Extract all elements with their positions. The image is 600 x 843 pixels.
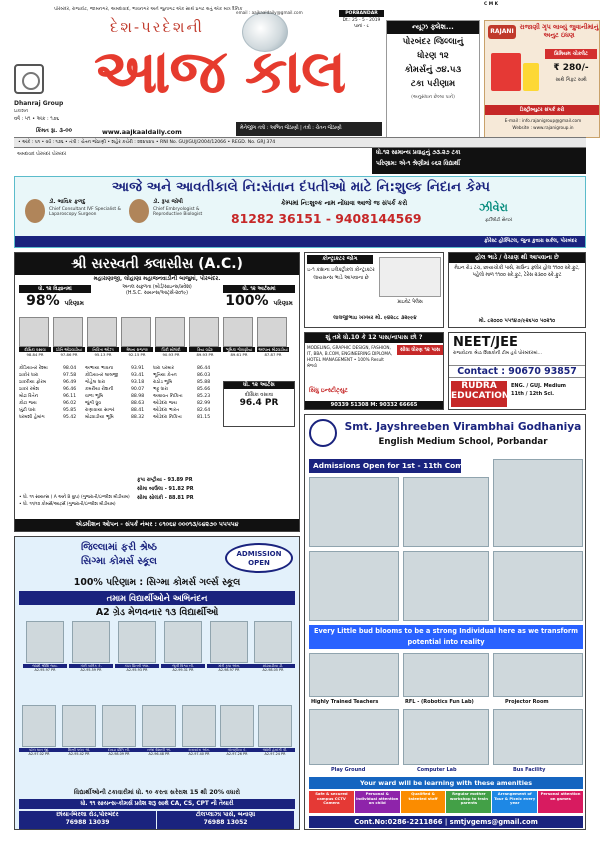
student-photo — [257, 317, 287, 347]
amenity: Personal attention on games — [538, 791, 583, 813]
student-name: ગોરાણીયા કે. — [217, 748, 257, 752]
saraswati-address: મહારાણાજી, લોહાણા મહાજનવાડીની બાજુમાં, પોરબંદર. — [93, 276, 221, 282]
student-pr: 95.13 PR — [94, 352, 112, 357]
tuition-phones: 90339 51308 M: 90332 66665 — [305, 401, 443, 409]
saraswati-admission: એડમીશન ઓપન - સંપર્ક નંબર : ૯૧૦૬૪ ૦૦૦૧૩/૯૪૨૭૦ ૫૫૫૫૪ — [15, 519, 299, 531]
student-pr: 98.84 PR — [26, 352, 44, 357]
student-card — [23, 621, 67, 672]
student-card — [179, 705, 219, 756]
arts-topper — [223, 381, 295, 427]
rajani-distributor: ડિસ્ટ્રીબ્યુટર સંપર્ક કરો — [485, 105, 599, 115]
news-flash-line: ધોરણ ૧૨ — [417, 50, 449, 61]
list-cell: ભટ્ટ ધારા — [153, 387, 169, 392]
branch-banana — [157, 811, 294, 829]
school-photo — [309, 477, 399, 547]
playground-photo — [309, 709, 399, 765]
hall-body: મેઇન રોડ ટચ, છાયાચોકી પાસે, ગ્રાઉન્ડ ફ્લોર હોલ ૧૧૦૦ સ્કે.ફુટ, પહેલો માળ ૧૧૦૦ સ્કે.ફુટ, ટેરેસ ૨૩૦૦ સ્કે.ફુટ — [454, 266, 580, 279]
info-strip: • અંકે : ૫૧ • વર્ષ : ૧૭૬ • તંત્રી : ચેતન જેઠાણી • શહેર કચેરી : ૨૨૪૫૪૫ • RNI No. GUJ/GUJ/2004/12066 • REGD. No. GRJ 374 — [14, 137, 586, 148]
list-cell: ખુંટી ધારા — [19, 408, 36, 413]
student-card — [59, 705, 99, 756]
student-card — [255, 705, 295, 756]
student-name: ગોરી કાર્તિક કે. — [69, 664, 113, 668]
result-line-1: ધો.૧૨ સામાન્ય પ્રવાહનું ૭૩.૨૭ ટકા — [376, 150, 461, 156]
desh-pardesh-label: દેશ-પરદેશની — [110, 18, 204, 36]
student-pr: A2-98.09 PR — [108, 752, 130, 756]
list-cell: ધારા પરમાર — [153, 366, 174, 371]
rudra-logo: RUDRA EDUCATION — [451, 381, 507, 407]
student-pr: A2-96.48 PR — [148, 752, 170, 756]
list-cell: ઓડેદરા જય — [153, 401, 178, 406]
school-contact: Cont.No:0286-2211866 | smtjvgems@gmail.com — [309, 816, 583, 828]
branch-address: ટોલપ્લાઝા પાસે, બનાણા — [195, 811, 256, 818]
sigma-branches — [19, 811, 295, 829]
list-cell: 88.63 — [131, 401, 145, 406]
product-box-icon — [523, 63, 539, 91]
student-name: જોશી હેમાંગી પી. — [255, 748, 295, 752]
student-photo — [19, 317, 49, 347]
rajani-price: ₹ 280/- — [553, 63, 589, 73]
student-name: રિયા વાઢેર — [189, 347, 221, 352]
list-cell: વાળા ભૂમિ — [85, 394, 104, 399]
student-pr: 90.93 PR — [162, 352, 180, 357]
sigma-result: 100% પરિણામ : સિગ્મા કોમર્સ ગર્લ્સ સ્કૂલ — [73, 577, 241, 588]
list-cell: ધરમશી હેમાંગ — [19, 415, 45, 420]
editors-line: મેનેજીંગ તંત્રી : અભિત જેઠાણી | તંત્રી : ચેતન જેઠાણી — [236, 122, 382, 136]
amenities-list — [309, 791, 583, 813]
student-card — [121, 317, 153, 357]
mid-badge-line-2: (H.S.C. સાયન્સ/આર્ટ્સ-૨૦૧૯) — [125, 291, 189, 297]
caption-teachers: Highly Trained Teachers — [311, 699, 379, 705]
rajani-logo: RAJANI — [488, 25, 516, 39]
amenity: Regular mother workshop to train parents — [446, 791, 491, 813]
student-name: ગોરી કૃપા એસ. — [207, 664, 251, 668]
caption-bus: Bus Facility — [513, 767, 546, 773]
doctor-2-name: ડૉ. રૂપા જોષી — [153, 199, 183, 205]
list-cell: 95.42 — [63, 415, 77, 420]
sigma-admission: ધો. ૧૧ સાયન્સ-કોમર્સ પ્રવેશ શરૂ સાથે CA, CS, CPT ની તૈયારી — [19, 799, 295, 809]
list-cell: રાણાવાયા સાગર — [85, 408, 115, 413]
student-photo — [142, 705, 176, 747]
school-photo — [493, 459, 583, 547]
tuition-brand: સિંધુ ઇન્સ્ટીટ્યુટ — [309, 387, 348, 394]
edition-box — [339, 10, 384, 29]
student-photo — [210, 621, 248, 663]
neet-class-line: 11th / 12th Sci. — [511, 390, 555, 397]
mid-badge-line: અનલ સફળતા (બોર્ડ/સાઇન્સ/પ્રવેશ) — [122, 285, 192, 290]
news-flash-line: કોમર્સનું ૭૪.૫૩ — [404, 64, 462, 75]
school-photo — [403, 551, 489, 621]
student-card — [257, 317, 289, 357]
student-card — [69, 621, 113, 672]
list-cell: મોઢા રિતેન — [19, 394, 39, 399]
student-photo — [182, 705, 216, 747]
student-name: કોટા પ્રિન્સી એમ. — [115, 664, 159, 668]
list-cell: 93.41 — [131, 373, 145, 378]
edition-pages: પાનાં - ૮ — [353, 24, 370, 29]
amenities-heading: Your ward will be learning with these amenities — [309, 777, 583, 789]
student-photo — [72, 621, 110, 663]
product-pack-icon — [491, 53, 521, 91]
list-cell: 96.46 — [63, 387, 77, 392]
student-card — [139, 705, 179, 756]
camp-brand: ઝીવેરા — [479, 201, 508, 214]
list-cell: 93.91 — [131, 366, 145, 371]
student-photo — [254, 621, 292, 663]
group-sub: પ્રકાશન — [14, 109, 29, 114]
list-cell: ઠાકોર ધારા — [19, 373, 39, 378]
list-cell: 81.15 — [197, 415, 211, 420]
tuition-head: શું તમે ધો.10 કે 12 પાસ/નાપાસ છો ? — [305, 333, 443, 343]
rajani-email: E-mail : info.rajanigroup@gmail.com — [504, 118, 582, 123]
list-cell: 90.07 — [131, 387, 145, 392]
student-photos — [19, 317, 295, 363]
school-photo — [309, 551, 399, 621]
list-cell: 88.32 — [131, 415, 145, 420]
student-pr: 87.87 PR — [264, 352, 282, 357]
student-card — [251, 621, 295, 672]
list-cell: 96.11 — [63, 394, 77, 399]
student-card — [19, 705, 59, 756]
student-card — [87, 317, 119, 357]
list-cell: 85.66 — [197, 387, 211, 392]
computer-lab-photo — [403, 709, 489, 765]
student-photo — [155, 317, 185, 347]
contractor-ad — [304, 252, 444, 328]
tuition-highlight: સીધા ધોરણ ૧૨ પાસ — [397, 345, 443, 355]
arts-topper-title: ધો. ૧૨ આર્ટસ — [224, 382, 294, 389]
list-cell: 88.41 — [131, 408, 145, 413]
godhaniya-school-ad — [304, 414, 586, 830]
list-cell: ભૂતિયા કેતન — [153, 373, 177, 378]
student-card — [223, 317, 255, 357]
rajani-gift: સાથે ગિફ્ટ સાથે — [555, 78, 587, 83]
mid-badge — [97, 285, 217, 315]
rajani-offer: પ્રિમિયમ ચોકલેટ — [545, 49, 597, 59]
arts-topper-name: દીક્ષિકા વસાવા — [244, 392, 274, 398]
student-photo — [62, 705, 96, 747]
hall-rent-ad — [448, 252, 586, 328]
list-cell: કોટા જય — [19, 401, 37, 406]
neet-medium-line: ENG. / GUJ. Medium — [511, 383, 567, 389]
student-name: નિકિતા ઓઝા — [87, 347, 119, 352]
doctor-photo — [129, 199, 149, 223]
wedding-hall-image — [379, 257, 441, 297]
camp-register: કેમ્પમાં નિ:શુલ્ક નામ નોંધાવા આજે જ સંપર્ક કરો — [281, 199, 408, 207]
list-cell: 98.04 — [63, 366, 77, 371]
rajani-headline: રાજાણી ગૃપ લાવ્યું જુવાનીમાંનું અનુટ ઇંધણ — [519, 23, 599, 39]
sigma-a2-title: A2 ગ્રેડ મેળવનાર ૧૩ વિદ્યાર્થીઓ — [95, 607, 219, 618]
contractor-body: ઇ-૧ કક્ષાના ઇલેક્ટ્રીકલ કોન્ટ્રાક્ટર લાયસન્સ ભાડે આપવાના છે — [307, 267, 375, 281]
school-name: Smt. Jayshreeben Virambhai Godhaniya — [344, 421, 582, 433]
group-name: Dhanraj Group — [14, 100, 64, 107]
student-photo — [189, 317, 219, 347]
student-card — [155, 317, 187, 357]
branch-address: છાંયા-બિરલા રોડ,પોરબંદર — [56, 811, 119, 818]
student-name: ભૂમિકા ગોરાણીયા — [223, 347, 255, 352]
student-name: મોઢવાડીયા ડી. — [251, 664, 295, 668]
student-photo — [53, 317, 83, 347]
student-photo — [102, 705, 136, 747]
school-photo — [403, 477, 489, 547]
badge-label: ધો. ૧૨ આર્ટસમાં — [223, 285, 295, 293]
student-pr: A2-95.42 PR — [68, 752, 90, 756]
student-pr: A2-97.02 PR — [28, 752, 50, 756]
newspaper-title: આજ કાલ — [94, 37, 346, 107]
student-photo — [121, 317, 151, 347]
student-pr: A2-95.59 PR — [80, 668, 102, 672]
student-photo — [22, 705, 56, 747]
science-result-badge — [19, 285, 91, 315]
news-flash-source: (અનુસંધાન છેલ્લા પાને) — [411, 94, 455, 100]
list-cell: મોઢવાડીયા ભૂમિ — [85, 415, 114, 420]
student-pr: A2-97.24 PR — [264, 752, 286, 756]
list-item — [19, 393, 219, 400]
website-link[interactable]: www.aajkaaldaily.com — [102, 128, 182, 136]
sigma-students-row-2 — [19, 705, 295, 785]
list-cell: કોડિયાતર રેશ્મા — [19, 366, 48, 371]
student-name: જુંગી વિશ્વા બી. — [161, 664, 205, 668]
course-note: • ધો. ૧૧/૧૨ કોમર્સ/આર્ટ્સ (ગુજરાતી/ઇંગ્લીશ મીડીયમ) — [19, 501, 116, 507]
school-motto: Every Little bud blooms to be a strong Individual here as we transform potential into reality — [309, 625, 583, 649]
camp-phone: 81282 36151 - 9408144569 — [231, 211, 422, 226]
student-pr: A2-99.31 PR — [172, 668, 194, 672]
sindhu-institute-ad — [304, 332, 444, 410]
list-cell: રાઠોડ ભૂમિ — [153, 380, 173, 385]
list-cell: 85.23 — [197, 394, 211, 399]
list-cell: 82.99 — [197, 401, 211, 406]
branch-phone: 76988 13039 — [65, 818, 110, 826]
student-photo — [164, 621, 202, 663]
caption-computer-lab: Computer Lab — [417, 767, 457, 773]
list-item — [19, 379, 219, 386]
camp-title: આજે અને આવતીકાલે નિ:સંતાન દંપતીઓ માટે નિ:શુલ્ક નિદાન કેમ્પ — [111, 179, 491, 195]
student-pr: A2-95.97 PR — [34, 668, 56, 672]
list-cell: કમરીયા રોશની — [85, 387, 114, 392]
list-cell: ઓડેદરા નિકિતા — [153, 415, 182, 420]
list-cell: 88.98 — [131, 394, 145, 399]
student-name: દાવડા પ્રીતિ બી. — [99, 748, 139, 752]
list-item — [19, 372, 219, 379]
school-photo — [493, 551, 583, 621]
list-item — [19, 414, 219, 421]
list-cell: કોડિયાતર લાલજી — [85, 373, 119, 378]
badge-percent: 98% — [26, 293, 60, 309]
news-flash-line: ટકા પરીણામ — [410, 78, 456, 89]
amenity: Safe & secured campus CCTV Camera — [309, 791, 354, 813]
student-photo — [26, 621, 64, 663]
arts-result-badge — [223, 285, 295, 315]
doctor-1-role: Chief Consultant IVF Specialist & Laparoscopy Surgeon — [49, 207, 121, 218]
student-photo — [87, 317, 117, 347]
sigma-students-row-1 — [19, 621, 295, 701]
list-cell: 82.64 — [197, 408, 211, 413]
neet-subtitle: રાજકોટના શ્રેષ્ઠ શિક્ષકોની ટીમ હવે પોરબંદરમાં... — [453, 351, 543, 356]
tagline: પોરબંદર, રાજકોટ, જામનગર, અમદાવાદ, ભાવનગર અને જુનાગઢ એક સાથે પ્રગટ થતું એક માત્ર દૈનિક — [54, 7, 243, 12]
caption-projector: Projector Room — [505, 699, 549, 705]
doctor-2-role: Chief Embryologist & Reproductive Biologist — [153, 207, 203, 218]
news-flash — [386, 20, 480, 138]
branch-porbandar — [19, 811, 156, 829]
doctor-photo — [25, 199, 45, 223]
student-pr: 89.61 PR — [230, 352, 248, 357]
amenity: Arrangement of Tour & Picnic every year — [492, 791, 537, 813]
camp-address: ફોરેસ્ટ હોસ્પિટલ, જુના કુવારા સર્કલ, પોરબંદર — [15, 236, 585, 247]
list-cell: ઓડેદરા ભારત — [153, 408, 180, 413]
robotics-lab-photo — [403, 653, 489, 697]
tuition-body: MODELING, GRAPHIC DESIGN, FASHION, IT, BBA, B.COM, ENGINEERING DIPLOMA, HOTEL MANAGEMENT • 100% Result મેળવો — [307, 345, 393, 369]
list-cell: ગોહેલ ધારા — [85, 380, 106, 385]
student-pr: A2-98.97 PR — [218, 668, 240, 672]
contractor-head: કોન્ટ્રાક્ટર જોગ — [307, 255, 373, 264]
neet-medium — [511, 383, 585, 398]
list-cell: 93.18 — [131, 380, 145, 385]
badge-suffix: પરિણામ — [273, 300, 293, 307]
sigma-commerce-ad — [14, 536, 300, 830]
list-item: સીમા સોલંકી - 88.81 PR — [137, 495, 194, 501]
sigma-congrats: તમામ વિદ્યાર્થીઓને અભિનંદન — [19, 591, 295, 605]
sigma-heading-line-2: સિગ્મા કોમર્સ સ્કૂલ — [81, 555, 157, 567]
email-line: email : aajkaaldaily@gmail.com — [236, 10, 303, 15]
student-card — [53, 317, 85, 357]
saraswati-title: શ્રી સરસ્વતી ક્લાસીસ (A.C.) — [15, 253, 299, 275]
news-flash-line: પોરબંદર જિલ્લાનું — [402, 37, 464, 47]
neet-contact: Contact : 90670 93857 — [449, 365, 585, 378]
student-pr: A2-95.93 PR — [126, 668, 148, 672]
camp-hospital: ફર્ટીલીટી સેન્ટર — [485, 218, 513, 223]
branch-phone: 76988 13052 — [203, 818, 248, 826]
student-card — [189, 317, 221, 357]
list-cell: અભાયા ભાવના — [85, 366, 114, 371]
masthead — [14, 2, 599, 144]
student-name: અલ્પના મોઢવાડીયા — [258, 347, 288, 352]
student-pr: 92.15 PR — [128, 352, 146, 357]
result-line-2: પરિણામ: એ-૧ શ્રેણીમાં ૯૬૨ વિદ્યાર્થી — [376, 161, 460, 167]
rajani-website: Website : www.rajanigroup.in — [512, 125, 574, 130]
student-photo — [258, 705, 292, 747]
badge-suffix: પરિણામ — [64, 300, 84, 307]
hall-head: હોલ ભાડે / વેચાણ થી આપવાના છે — [449, 253, 585, 263]
rajani-ad — [484, 20, 600, 138]
student-card — [217, 705, 257, 756]
bus-photo — [493, 709, 583, 765]
projector-room-photo — [493, 653, 583, 697]
cmk-mark: C M K — [484, 2, 499, 7]
list-item: સીમા બાઉલા - 91.82 PR — [137, 486, 194, 492]
student-name: મિસ્ત્રી પલક જે. — [59, 748, 99, 752]
amenity: Qualified & talented staff — [401, 791, 446, 813]
list-item — [19, 386, 219, 393]
course-notes — [19, 495, 295, 508]
student-card — [115, 621, 159, 672]
contractor-phone: મો. ૯૪૨૮૮ ૩૨૯૯૪ — [375, 315, 417, 321]
badge-label: ધો. ૧૨ વિજ્ઞાનમાં — [19, 285, 91, 293]
teachers-photo — [309, 653, 399, 697]
student-card — [19, 317, 51, 357]
sigma-heading — [19, 541, 219, 568]
list-item — [19, 365, 219, 372]
student-pr: A2-98.05 PR — [262, 668, 284, 672]
student-name: રાજા વૈશાલી એ. — [139, 748, 179, 752]
student-photo — [220, 705, 254, 747]
results-list — [19, 365, 219, 421]
fertility-camp-ad — [14, 176, 586, 248]
list-item — [19, 407, 219, 414]
list-cell: 96.02 — [63, 401, 77, 406]
list-cell: 85.88 — [197, 380, 211, 385]
list-cell: 86.44 — [197, 366, 211, 371]
amenity: Personal & individual attention on child — [355, 791, 400, 813]
badge-percent: 100% — [225, 293, 269, 309]
result-badges — [19, 285, 295, 315]
price: કિંમત રૂા. ૩-૦૦ — [36, 128, 73, 134]
list-cell: 96.49 — [63, 380, 77, 385]
arts-topper-pr: 96.4 PR — [239, 398, 279, 408]
student-photo — [223, 317, 253, 347]
palace-name: પ્રાઇવેટ પેલેસ — [397, 300, 423, 305]
student-name: જોશી શ્રીશિ જય. — [23, 664, 67, 668]
course-note: • ધો. ૧૧ સાયન્સ ( A અને B ગ્રુપ) (ગુજરાતી/ઇંગ્લીશ મીડીયમ) — [19, 495, 130, 500]
contractor-mobile — [307, 315, 443, 322]
student-pr: 97.86 PR — [60, 352, 78, 357]
saraswati-classes-ad — [14, 252, 300, 532]
student-card — [161, 621, 205, 672]
student-name: મેઘના રાજગર — [121, 347, 153, 352]
student-pr: 89.93 PR — [196, 352, 214, 357]
school-crest-icon — [309, 419, 337, 447]
doctor-1-name: ડૉ. ભાવિક ફળદુ — [49, 199, 86, 205]
list-cell: 86.03 — [197, 373, 211, 378]
result-strip — [372, 148, 586, 174]
dhanraj-logo-icon — [14, 64, 44, 94]
news-flash-title: ન્યૂઝ ફ્લેશ... — [387, 21, 479, 34]
hall-mobile: મો. ૮૨૦૦૦ ૫૫૧૪૭/૯૨૬૫૦ ૫૦૨૧૦ — [478, 318, 556, 324]
list-cell: જુંગી ધ્રુવ — [85, 401, 102, 406]
contractor-name: લાલજીભાઇ ખખ્ખર — [333, 315, 374, 321]
caption-rfl: RFL - (Robotics Fun Lab) — [405, 699, 474, 705]
list-cell: ઠાકર રમેશ — [19, 387, 40, 392]
neet-title: NEET/JEE — [453, 335, 518, 350]
student-card — [99, 705, 139, 756]
student-name: પટેલ ધારા જી. — [19, 748, 59, 752]
student-pr: A2-97.26 PR — [226, 752, 248, 756]
student-photo — [118, 621, 156, 663]
sigma-improvement: વિદ્યાર્થીઓની ટકાવારીમાં ધો. ૧૦ કરતા સરેરાશ 15 થી 20% વધારો — [73, 789, 241, 796]
student-pr: A2-97.40 PR — [188, 752, 210, 756]
edition-name: PORBANDAR — [339, 10, 384, 17]
student-name: દીક્ષિકા વસાવા — [19, 347, 51, 352]
edition-date: Dt.: 25 - 5 - 2019 — [342, 18, 381, 23]
sigma-heading-line-1: જિલ્લામાં ફરી શ્રેષ્ઠ — [81, 542, 157, 553]
student-name: કારાવદરા એમ. — [179, 748, 219, 752]
admission-open-badge: ADMISSION OPEN — [225, 543, 293, 573]
list-cell: 95.85 — [63, 408, 77, 413]
caption-playground: Play Ground — [331, 767, 366, 773]
year-issue: વર્ષ : ૫૧ • અંક : ૧૭૬ — [14, 116, 60, 122]
student-name: પિંકી સોલંકી — [155, 347, 187, 352]
student-name: પ્રીતિ ઓઠવાડીયા — [53, 347, 85, 352]
student-card — [207, 621, 251, 672]
city-strip: અમદાવાદ પોરબંદર પોરબંદર — [17, 152, 67, 157]
rudra-neet-ad — [448, 332, 586, 410]
school-admission: Admissions Open for 1st - 11th Commerce — [309, 459, 461, 473]
list-item: કૃપા રાષ્ટ્રીયા - 93.89 PR — [137, 477, 193, 483]
list-cell: અગ્રાવત નિકિતા — [153, 394, 183, 399]
school-subtitle: English Medium School, Porbandar — [378, 437, 548, 447]
list-item — [19, 400, 219, 407]
list-cell: ઠાકરીયા ફોરમ — [19, 380, 47, 385]
list-cell: 97.58 — [63, 373, 77, 378]
